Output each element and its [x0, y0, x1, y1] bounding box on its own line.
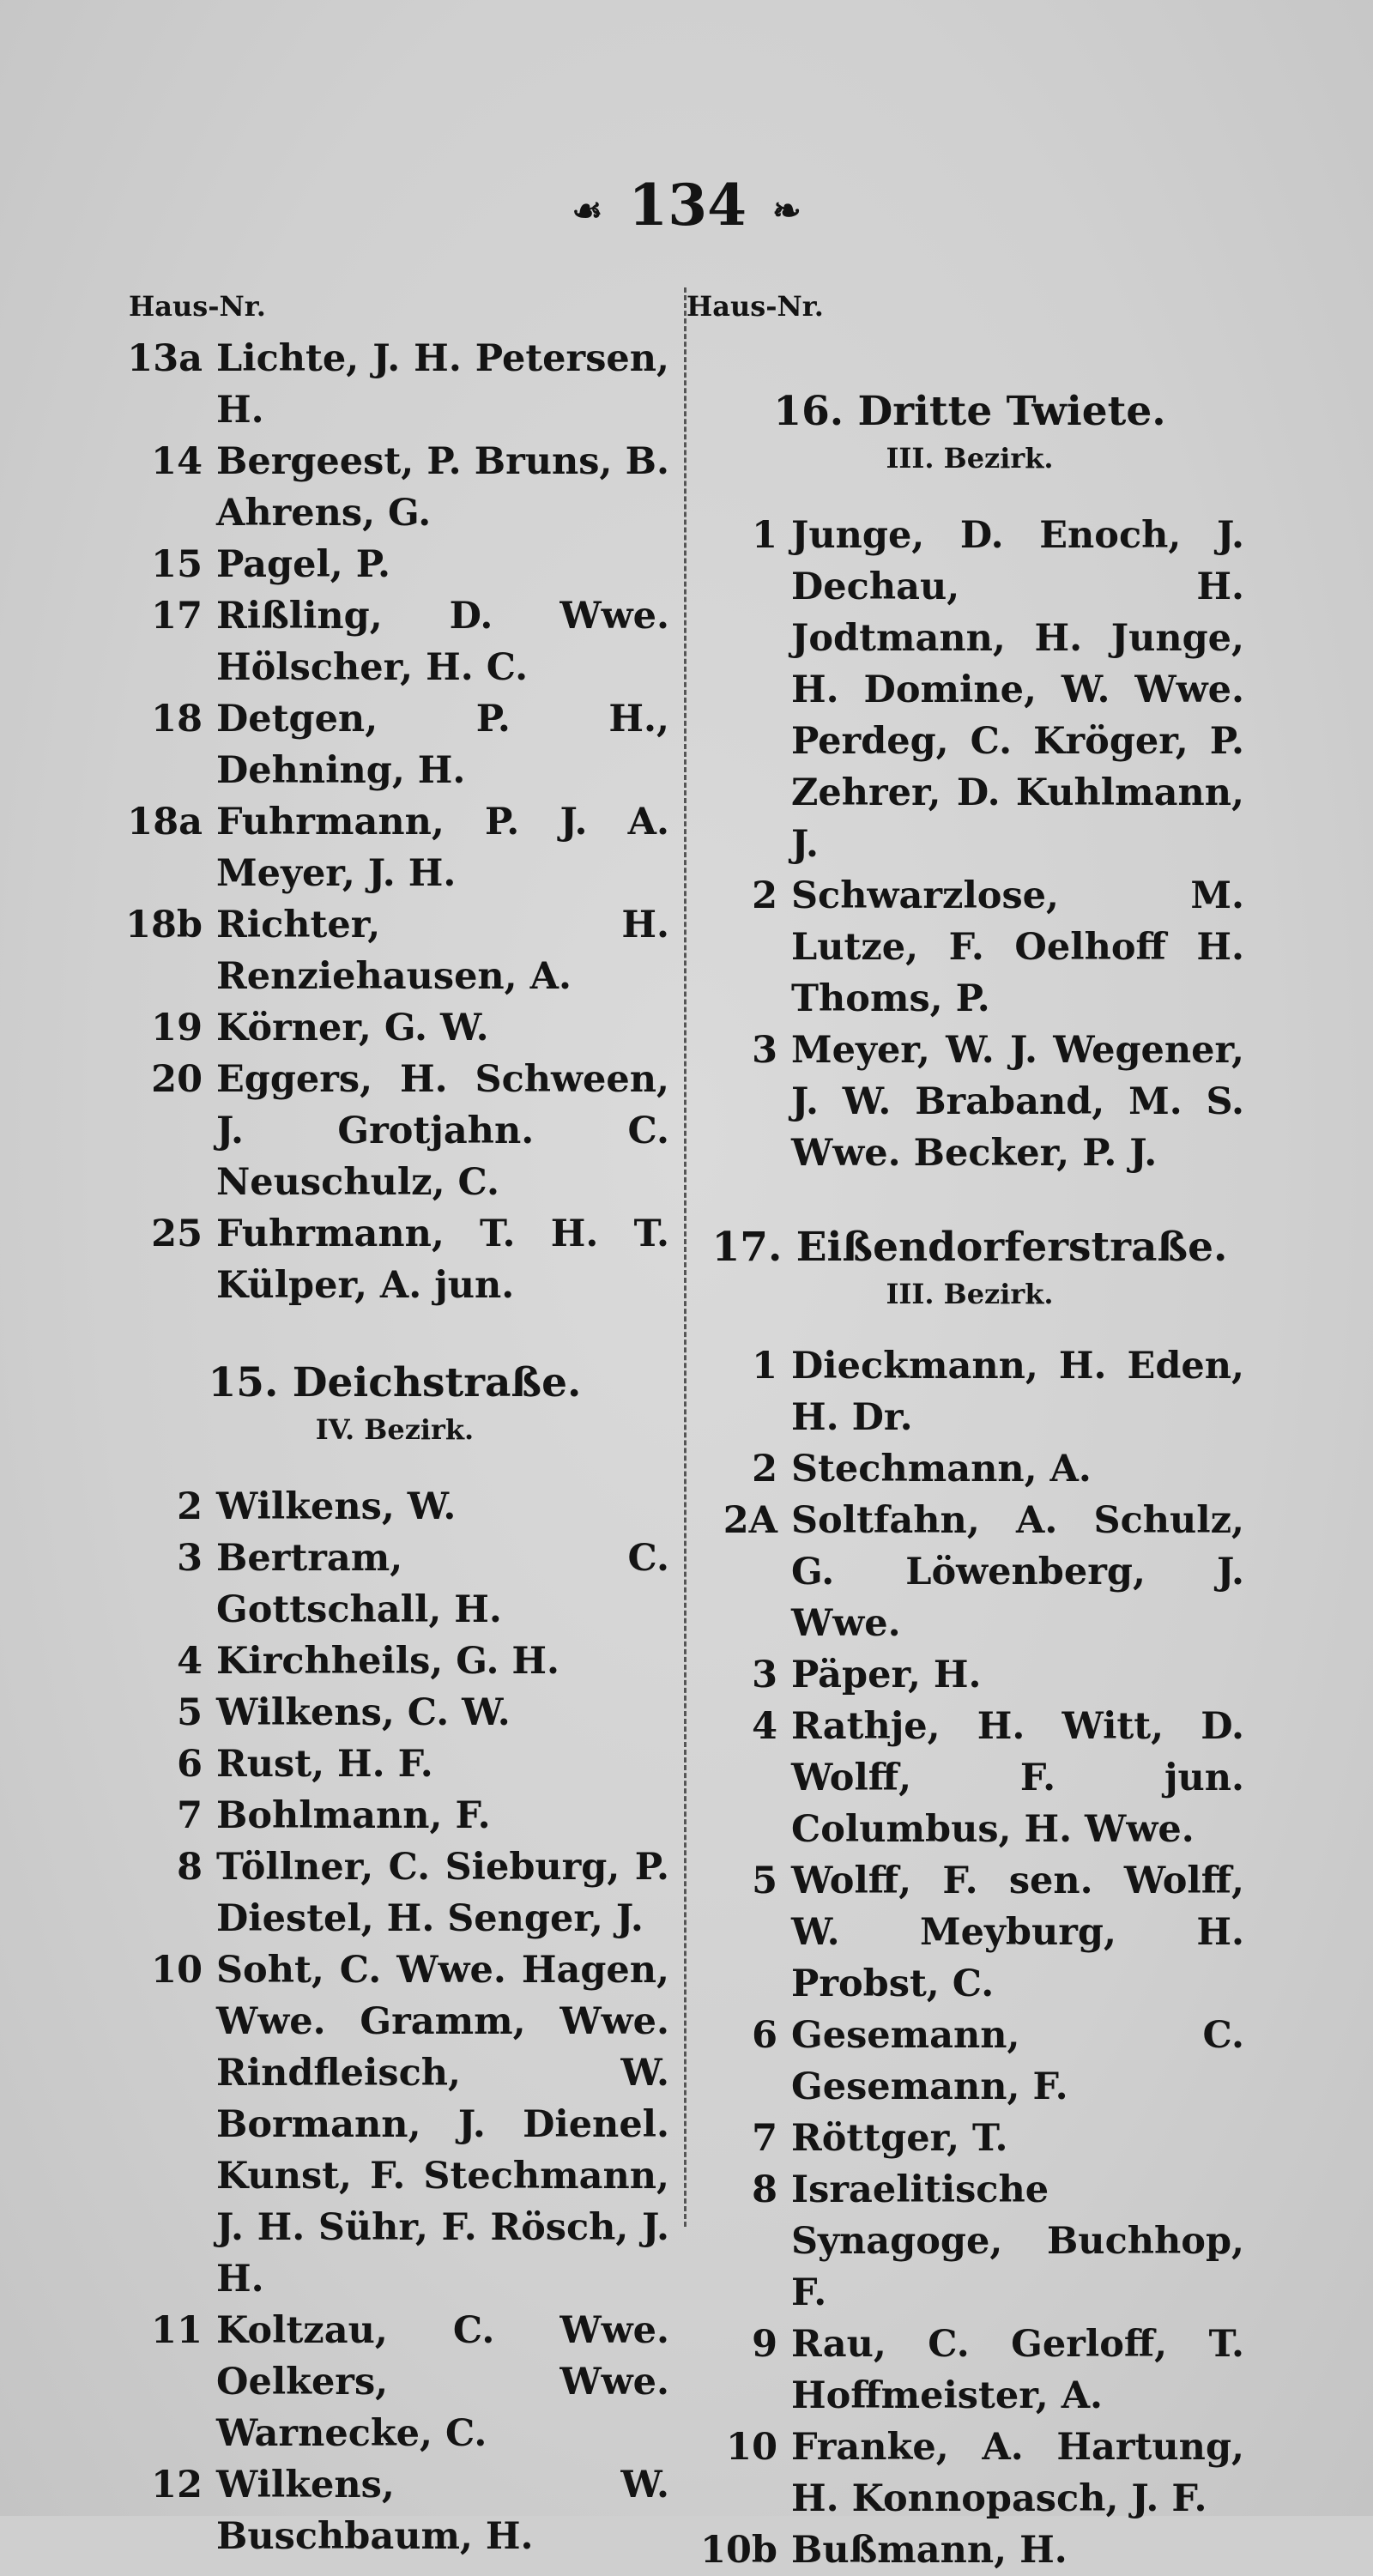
section-title: 16. Dritte Twiete.	[773, 388, 1166, 435]
list-item	[120, 2459, 669, 2562]
page-number: 134	[628, 172, 747, 239]
residents: Röttger, T.	[791, 2117, 1008, 2160]
house-number: 10b	[700, 2529, 777, 2572]
section-title: 15. Deichstraße.	[208, 1359, 582, 1406]
list-item	[120, 899, 669, 1002]
list-item	[695, 2164, 1244, 2319]
list-item	[695, 1855, 1244, 2010]
residents: Koltzau, C. Wwe. Oelkers, Wwe. Warnecke, C.	[216, 2309, 669, 2455]
residents: Bergeest, P. Bruns, B. Ahrens, G.	[216, 440, 669, 535]
residents: Lichte, J. H. Petersen, H.	[216, 337, 669, 432]
residents: Stechmann, A.	[791, 1448, 1092, 1491]
list-item	[120, 1841, 669, 1944]
section-district: IV. Bezirk.	[315, 1413, 475, 1446]
house-number: 5	[177, 1691, 203, 1734]
house-number: 3	[752, 1654, 777, 1696]
list-item	[120, 590, 669, 693]
house-number: 18a	[127, 801, 203, 844]
residents: Junge, D. Enoch, J. Dechau, H. Jodtmann, H. Junge, H. Domine, W. Wwe. Perdeg, C. Kröger, P. Zehrer, D. Kuhlmann, J.	[791, 514, 1244, 866]
residents: Wolff, F. sen. Wolff, W. Meyburg, H. Probst, C.	[791, 1859, 1244, 2005]
residents: Töllner, C. Sieburg, P. Diestel, H. Senger, J.	[216, 1846, 669, 1940]
list-item	[695, 1025, 1244, 1179]
residents: Franke, A. Hartung, H. Konnopasch, J. F.	[791, 2426, 1244, 2520]
house-number: 18b	[125, 904, 203, 946]
residents: Dieckmann, H. Eden, H. Dr.	[791, 1345, 1244, 1439]
house-number: 2	[752, 1448, 777, 1491]
ornament-left-icon: ☙	[572, 190, 603, 231]
section-title: 17. Eißendorferstraße.	[711, 1224, 1228, 1271]
house-number: 15	[151, 543, 203, 586]
residents: Wilkens, W.	[216, 1485, 457, 1528]
residents: Rißling, D. Wwe. Hölscher, H. C.	[216, 595, 669, 689]
list-item	[695, 2319, 1244, 2422]
page-header	[0, 172, 1373, 239]
house-number: 10	[726, 2426, 777, 2469]
list-item	[695, 1443, 1244, 1495]
residents: Wilkens, C. W.	[216, 1691, 511, 1734]
list-item	[120, 1533, 669, 1636]
house-number: 2	[177, 1485, 203, 1528]
list-item	[695, 1701, 1244, 1855]
residents: Detgen, P. H., Dehning, H.	[216, 698, 669, 792]
list-item	[695, 1340, 1244, 1443]
residents: Meyer, W. J. Wegener, J. W. Braband, M. S. Wwe. Becker, P. J.	[791, 1029, 1244, 1175]
column-divider	[684, 287, 686, 2227]
residents: Fuhrmann, T. H. T. Külper, A. jun.	[216, 1212, 669, 1307]
residents: Gesemann, C. Gesemann, F.	[791, 2014, 1244, 2108]
right-column-heading: Haus-Nr.	[686, 290, 824, 323]
residents: Wilkens, W. Buschbaum, H.	[216, 2464, 669, 2558]
house-number: 7	[752, 2117, 777, 2160]
list-item	[120, 693, 669, 796]
house-number: 19	[151, 1007, 203, 1049]
left-column-heading: Haus-Nr.	[129, 290, 266, 323]
house-number: 4	[752, 1705, 777, 1748]
house-number: 12	[151, 2464, 203, 2506]
section-district: III. Bezirk.	[886, 442, 1054, 475]
house-number: 10	[151, 1949, 203, 1992]
list-item	[695, 2422, 1244, 2525]
residents: Israelitische Synagoge, Buchhop, F.	[791, 2168, 1244, 2314]
list-item	[120, 436, 669, 539]
residents: Fuhrmann, P. J. A. Meyer, J. H.	[216, 801, 669, 895]
list-item	[120, 1002, 669, 1054]
house-number: 1	[752, 1345, 777, 1388]
residents: Päper, H.	[791, 1654, 982, 1696]
residents: Rathje, H. Witt, D. Wolff, F. jun. Columbus, H. Wwe.	[791, 1705, 1244, 1851]
residents: Bertram, C. Gottschall, H.	[216, 1537, 669, 1631]
list-item	[695, 2113, 1244, 2164]
house-number: 3	[752, 1029, 777, 1072]
list-item	[120, 1054, 669, 1208]
house-number: 6	[177, 1743, 203, 1786]
list-item	[120, 333, 669, 436]
residents: Eggers, H. Schween, J. Grotjahn. C. Neuschulz, C.	[216, 1058, 669, 1204]
ornament-right-icon: ❧	[772, 190, 801, 231]
house-number: 13a	[127, 337, 203, 380]
residents: Körner, G. W.	[216, 1007, 489, 1049]
residents: Schwarzlose, M. Lutze, F. Oelhoff H. Thoms, P.	[791, 874, 1244, 1020]
left-column	[120, 333, 669, 2562]
house-number: 18	[151, 698, 203, 741]
house-number: 5	[752, 1859, 777, 1902]
house-number: 14	[151, 440, 203, 483]
list-item	[695, 1649, 1244, 1701]
house-number: 7	[177, 1794, 203, 1837]
list-item	[120, 1481, 669, 1533]
house-number: 6	[752, 2014, 777, 2057]
residents: Soht, C. Wwe. Hagen, Wwe. Gramm, Wwe. Rindfleisch, W. Bormann, J. Dienel. Kunst, F. Stechmann, J. H. Sühr, F. Rösch, J. H.	[216, 1949, 669, 2301]
list-item	[695, 510, 1244, 870]
list-item	[120, 1790, 669, 1841]
list-item	[120, 1738, 669, 1790]
list-item	[120, 2305, 669, 2459]
list-item	[120, 1636, 669, 1687]
house-number: 9	[752, 2323, 777, 2366]
section-district: III. Bezirk.	[886, 1278, 1054, 1310]
list-item	[120, 539, 669, 590]
house-number: 4	[177, 1640, 203, 1683]
list-item	[695, 2010, 1244, 2113]
house-number: 2A	[723, 1499, 777, 1542]
house-number: 17	[151, 595, 203, 638]
residents: Rau, C. Gerloff, T. Hoffmeister, A.	[791, 2323, 1244, 2417]
list-item	[695, 2525, 1244, 2576]
list-item	[120, 796, 669, 899]
house-number: 25	[151, 1212, 203, 1255]
residents: Rust, H. F.	[216, 1743, 433, 1786]
residents: Richter, H. Renziehausen, A.	[216, 904, 669, 998]
residents: Pagel, P.	[216, 543, 390, 586]
residents: Soltfahn, A. Schulz, G. Löwenberg, J. Wwe.	[791, 1499, 1244, 1645]
house-number: 8	[752, 2168, 777, 2211]
residents: Kirchheils, G. H.	[216, 1640, 559, 1683]
house-number: 3	[177, 1537, 203, 1580]
house-number: 2	[752, 874, 777, 917]
residents: Bohlmann, F.	[216, 1794, 491, 1837]
house-number: 1	[752, 514, 777, 557]
right-column	[695, 333, 1244, 2576]
list-item	[120, 1687, 669, 1738]
residents: Bußmann, H.	[791, 2529, 1068, 2572]
house-number: 8	[177, 1846, 203, 1889]
house-number: 20	[151, 1058, 203, 1101]
house-number: 11	[151, 2309, 203, 2352]
list-item	[120, 1944, 669, 2305]
list-item	[120, 1208, 669, 1311]
list-item	[695, 870, 1244, 1025]
list-item	[695, 1495, 1244, 1649]
